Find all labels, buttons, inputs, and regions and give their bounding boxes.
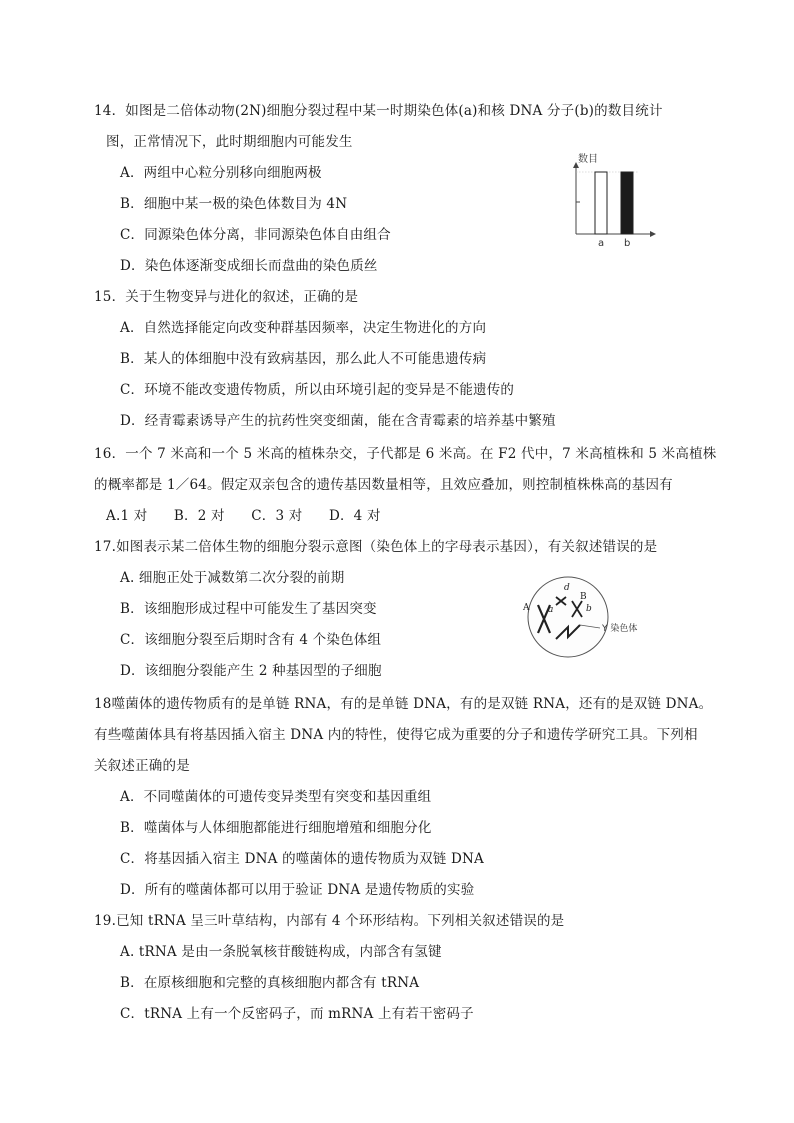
q18-option-c: C．将基因插入宿主 DNA 的噬菌体的遗传物质为双链 DNA xyxy=(120,851,484,867)
q19-option-b: B．在原核细胞和完整的真核细胞内都含有 tRNA xyxy=(120,975,420,991)
q15-option-c: C．环境不能改变遗传物质，所以由环境引起的变异是不能遗传的 xyxy=(120,382,515,398)
q17-option-a: A. 细胞正处于减数第二次分裂的前期 xyxy=(120,570,345,586)
q15-stem: 15．关于生物变异与进化的叙述，正确的是 xyxy=(94,289,359,305)
q15-option-a: A．自然选择能定向改变种群基因频率，决定生物进化的方向 xyxy=(120,320,487,336)
q17-stem: 17.如图表示某二倍体生物的细胞分裂示意图（染色体上的字母表示基因），有关叙述错误的是 xyxy=(94,539,658,555)
q18-stem-line1: 18噬菌体的遗传物质有的是单链 RNA，有的是单链 DNA，有的是双链 RNA，还有的是双链 DNA。 xyxy=(94,696,713,712)
q16-stem-line2: 的概率都是 1／64。假定双亲包含的遗传基因数量相等，且效应叠加，则控制植株株高的基因有 xyxy=(94,477,673,493)
q14-stem-line2: 图，正常情况下，此时期细胞内可能发生 xyxy=(106,134,353,150)
q19-option-c: C．tRNA 上有一个反密码子，而 mRNA 上有若干密码子 xyxy=(120,1006,474,1022)
q17-gene-b: b xyxy=(586,604,592,614)
q16-options xyxy=(106,506,403,526)
q15-option-b: B．某人的体细胞中没有致病基因，那么此人不可能患遗传病 xyxy=(120,351,487,367)
q14-option-c: C．同源染色体分离，非同源染色体自由组合 xyxy=(120,227,391,243)
q19-stem: 19.已知 tRNA 呈三叶草结构，内部有 4 个环形结构。下列相关叙述错误的是 xyxy=(94,913,565,929)
q16-option-c: C．3 对 xyxy=(251,508,303,524)
q14-bar-a-label: a xyxy=(598,238,605,249)
q16-option-b: B．2 对 xyxy=(173,508,225,524)
q16-stem-line1: 16．一个 7 米高和一个 5 米高的植株杂交，子代都是 6 米高。在 F2 代中，7 米高植株和 5 米高植株 xyxy=(94,446,717,462)
q15-option-d: D．经青霉素诱导产生的抗药性突变细菌，能在含青霉素的培养基中繁殖 xyxy=(120,413,556,429)
q17-gene-A: A xyxy=(523,603,530,613)
q16-option-a: A.1 对 xyxy=(106,508,148,524)
q17-gene-d: d xyxy=(564,583,570,593)
q17-cell-diagram xyxy=(520,575,660,659)
q14-chart-ylabel: 数目 xyxy=(578,154,598,165)
q14-bar-b-label: b xyxy=(624,238,631,249)
q17-gene-a: a xyxy=(548,605,554,615)
q14-option-d: D．染色体逐渐变成细长而盘曲的染色质丝 xyxy=(120,258,378,274)
q16-option-d: D．4 对 xyxy=(328,508,381,524)
q18-stem-line2: 有些噬菌体具有将基因插入宿主 DNA 内的特性，使得它成为重要的分子和遗传学研究工具。下列相 xyxy=(94,727,698,743)
q14-bar-chart xyxy=(568,146,664,250)
q17-option-c: C．该细胞分裂至后期时含有 4 个染色体组 xyxy=(120,632,382,648)
q17-gene-B: B xyxy=(580,592,587,602)
q18-option-a: A．不同噬菌体的可遗传变异类型有突变和基因重组 xyxy=(120,789,432,805)
q14-option-b: B．细胞中某一极的染色体数目为 4N xyxy=(120,196,348,212)
q18-option-d: D．所有的噬菌体都可以用于验证 DNA 是遗传物质的实验 xyxy=(120,882,475,898)
q19-option-a: A. tRNA 是由一条脱氧核苷酸链构成，内部含有氢键 xyxy=(120,944,442,960)
q14-bar-a xyxy=(595,172,607,234)
q17-y-label: Y 染色体 xyxy=(602,624,638,634)
q18-option-b: B．噬菌体与人体细胞都能进行细胞增殖和细胞分化 xyxy=(120,820,432,836)
q14-x-axis-arrow xyxy=(650,231,656,237)
q18-stem-line3: 关叙述正确的是 xyxy=(94,758,190,774)
q14-option-a: A．两组中心粒分别移向细胞两极 xyxy=(120,165,322,181)
q17-option-d: D．该细胞分裂能产生 2 种基因型的子细胞 xyxy=(120,663,382,679)
q17-option-b: B．该细胞形成过程中可能发生了基因突变 xyxy=(120,601,377,617)
q14-stem-line1: 14．如图是二倍体动物(2N)细胞分裂过程中某一时期染色体(a)和核 DNA 分子(b)的数目统计 xyxy=(94,103,663,119)
q14-bar-b xyxy=(621,172,633,234)
